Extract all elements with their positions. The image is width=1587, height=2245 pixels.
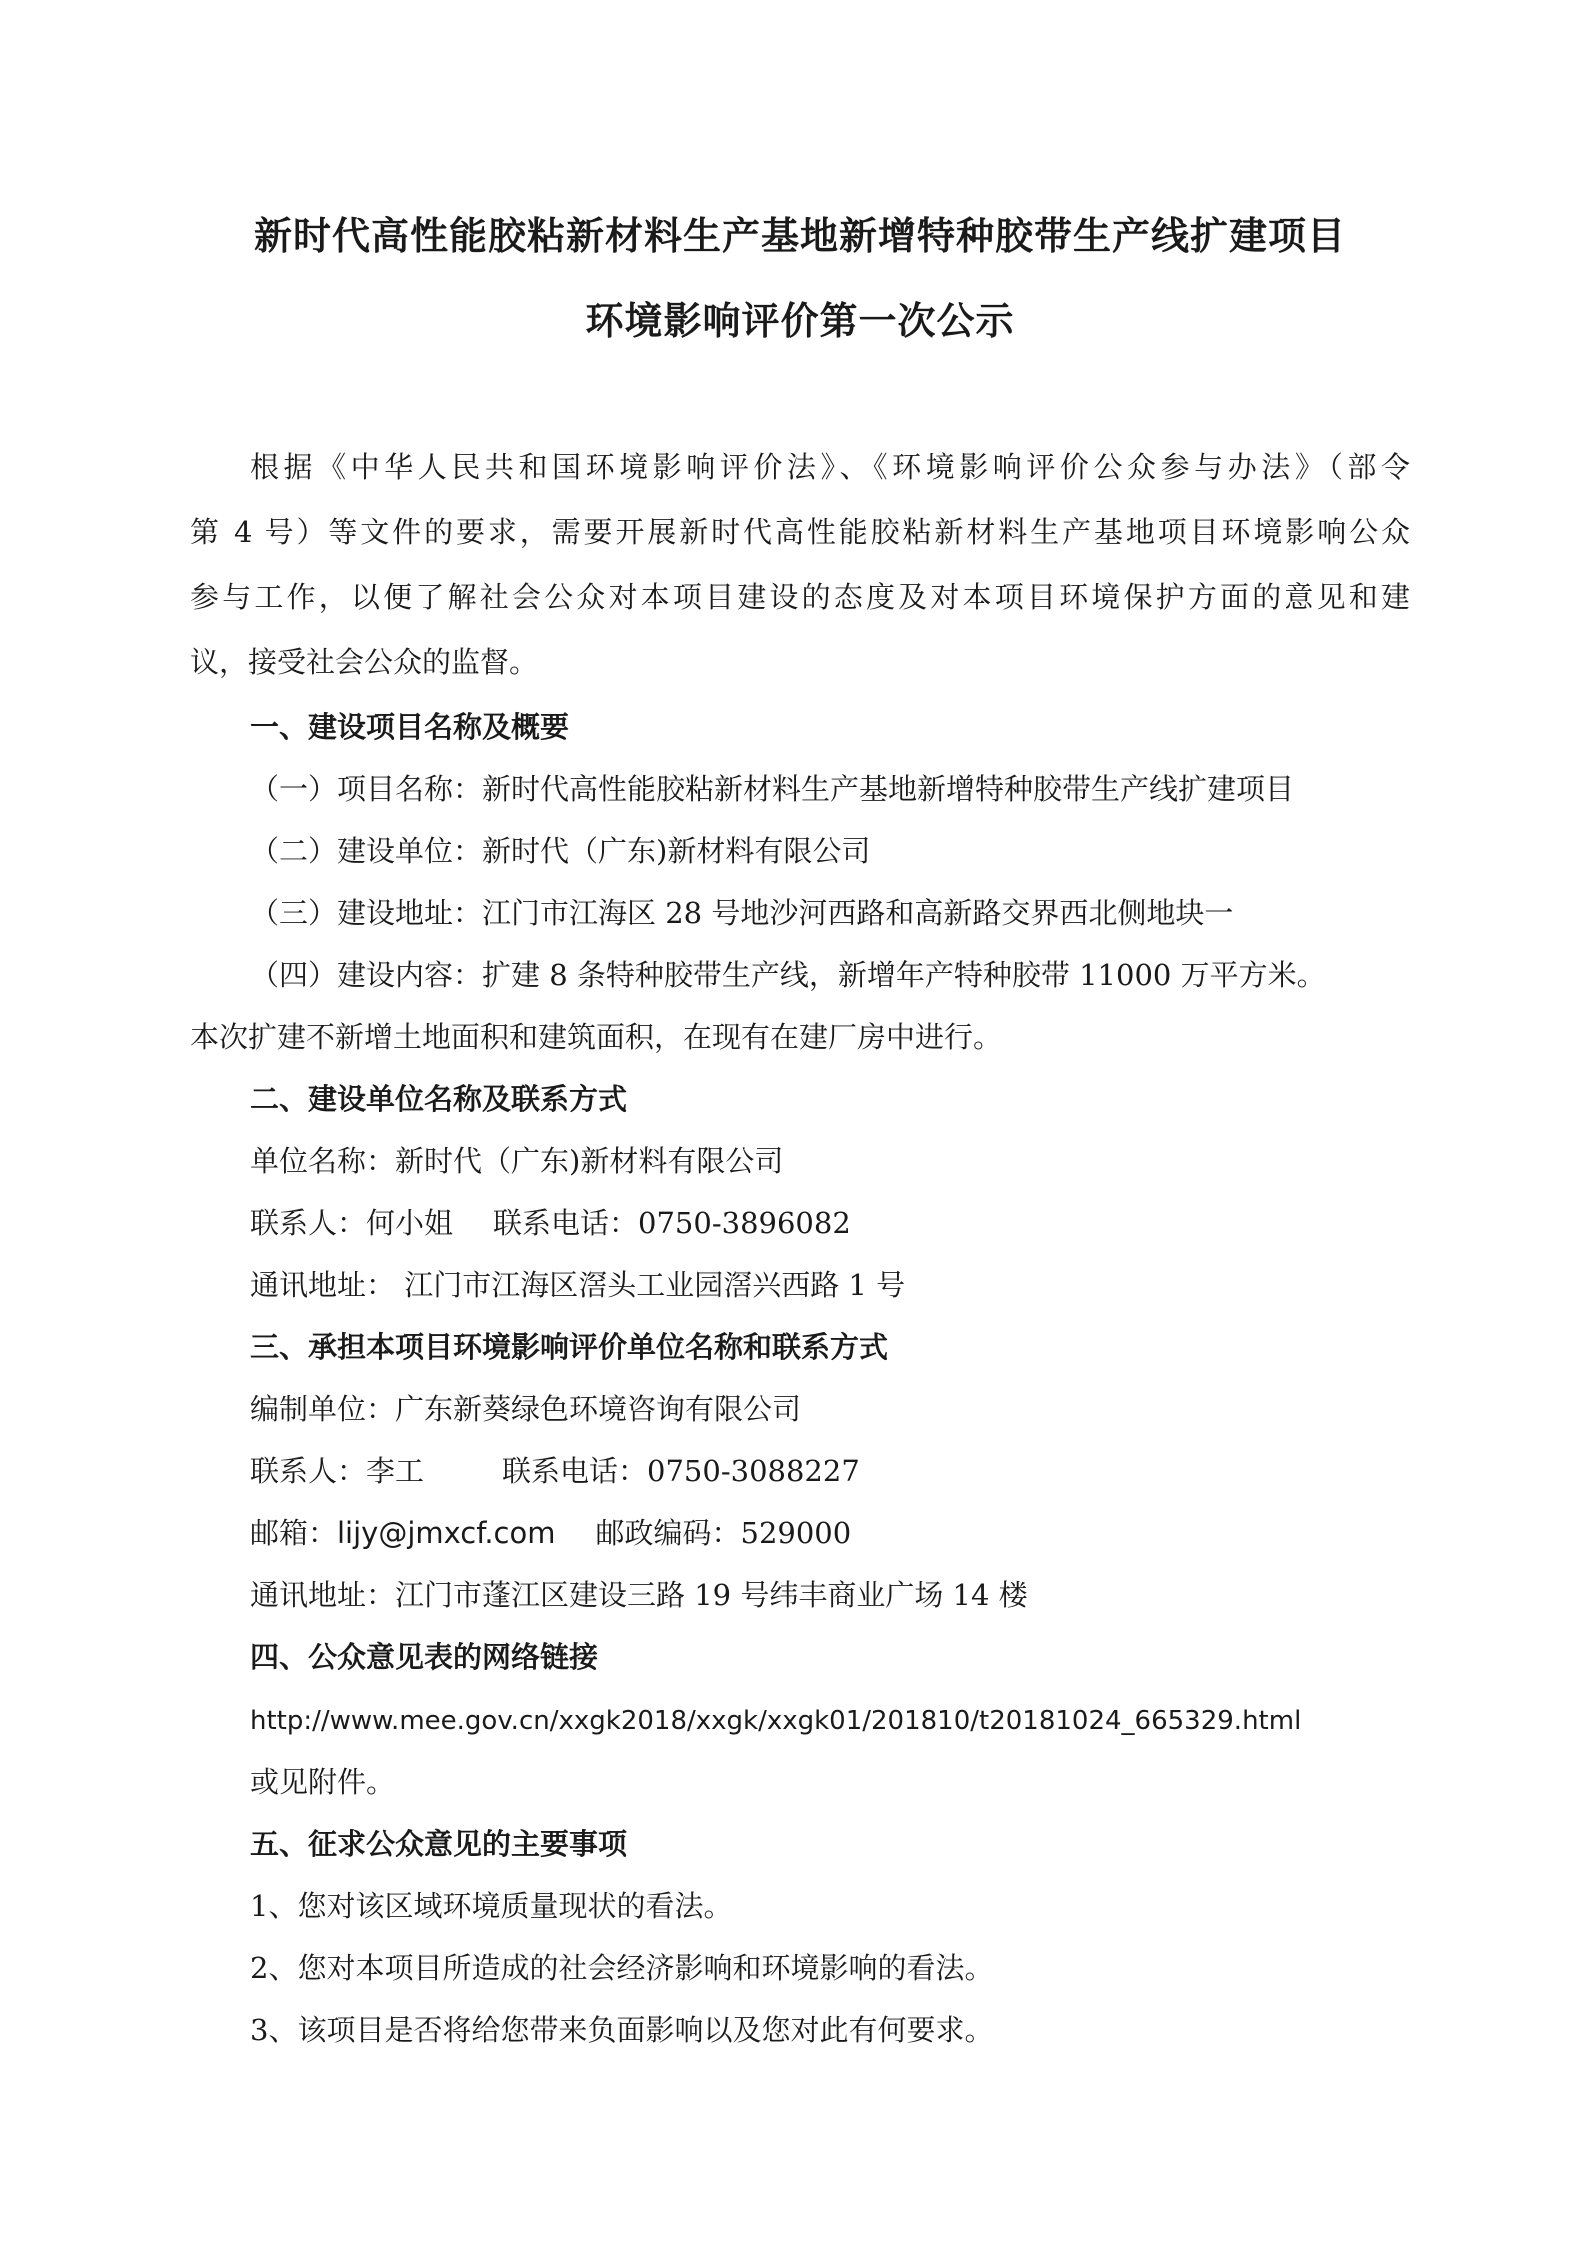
public-opinion-form-link[interactable]: http://www.mee.gov.cn/xxgk2018/xxgk/xxgk01/201810/t20181024_665329.html	[250, 1706, 1302, 1736]
section2-unit: 单位名称：新时代（广东)新材料有限公司	[250, 1144, 784, 1178]
section3-email-row	[250, 1513, 851, 1553]
section2-phone: 联系电话：0750-3896082	[493, 1206, 851, 1240]
section2-address: 通讯地址： 江门市江海区滘头工业园滘兴西路 1 号	[250, 1268, 906, 1302]
section3-phone: 联系电话：0750-3088227	[502, 1454, 860, 1488]
section1-item4-line1: （四）建设内容：扩建 8 条特种胶带生产线，新增年产特种胶带 11000 万平方米。	[250, 958, 1326, 992]
document-title-line2: 环境影响评价第一次公示	[585, 299, 1015, 343]
section5-heading: 五、征求公众意见的主要事项	[250, 1827, 628, 1861]
section1-item1: （一）项目名称：新时代高性能胶粘新材料生产基地新增特种胶带生产线扩建项目	[250, 772, 1295, 806]
section1-heading: 一、建设项目名称及概要	[250, 710, 570, 744]
section4-heading: 四、公众意见表的网络链接	[250, 1640, 599, 1674]
intro-line-4: 议，接受社会公众的监督。	[190, 645, 539, 679]
section3-heading: 三、承担本项目环境影响评价单位名称和联系方式	[250, 1330, 889, 1364]
section2-heading: 二、建设单位名称及联系方式	[250, 1082, 628, 1116]
section3-contact: 联系人：李工	[250, 1454, 425, 1488]
section3-unit: 编制单位：广东新葵绿色环境咨询有限公司	[250, 1392, 802, 1426]
section3-postcode: 邮政编码：529000	[595, 1516, 852, 1550]
section2-contact-row	[250, 1203, 851, 1243]
document-title-line1: 新时代高性能胶粘新材料生产基地新增特种胶带生产线扩建项目	[253, 214, 1346, 258]
section3-contact-row	[250, 1451, 860, 1491]
section1-item2: （二）建设单位：新时代（广东)新材料有限公司	[250, 834, 871, 868]
intro-line-1: 根据《中华人民共和国环境影响评价法》、《环境影响评价公众参与办法》（部令	[250, 450, 1410, 484]
section1-item3: （三）建设地址：江门市江海区 28 号地沙河西路和高新路交界西北侧地块一	[250, 896, 1234, 930]
section5-item3: 3、该项目是否将给您带来负面影响以及您对此有何要求。	[250, 2013, 994, 2047]
section5-item1: 1、您对该区域环境质量现状的看法。	[250, 1889, 733, 1923]
intro-line-2: 第 4 号）等文件的要求，需要开展新时代高性能胶粘新材料生产基地项目环境影响公众	[190, 515, 1410, 549]
intro-line-3: 参与工作，以便了解社会公众对本项目建设的态度及对本项目环境保护方面的意见和建	[190, 580, 1410, 614]
section5-item2: 2、您对本项目所造成的社会经济影响和环境影响的看法。	[250, 1951, 994, 1985]
section3-address: 通讯地址：江门市蓬江区建设三路 19 号纬丰商业广场 14 楼	[250, 1578, 1028, 1612]
section4-note: 或见附件。	[250, 1765, 396, 1799]
section1-item4-line2: 本次扩建不新增土地面积和建筑面积，在现有在建厂房中进行。	[190, 1020, 1003, 1054]
section3-email: 邮箱：lijy@jmxcf.com	[250, 1516, 556, 1550]
section2-contact: 联系人：何小姐	[250, 1206, 454, 1240]
